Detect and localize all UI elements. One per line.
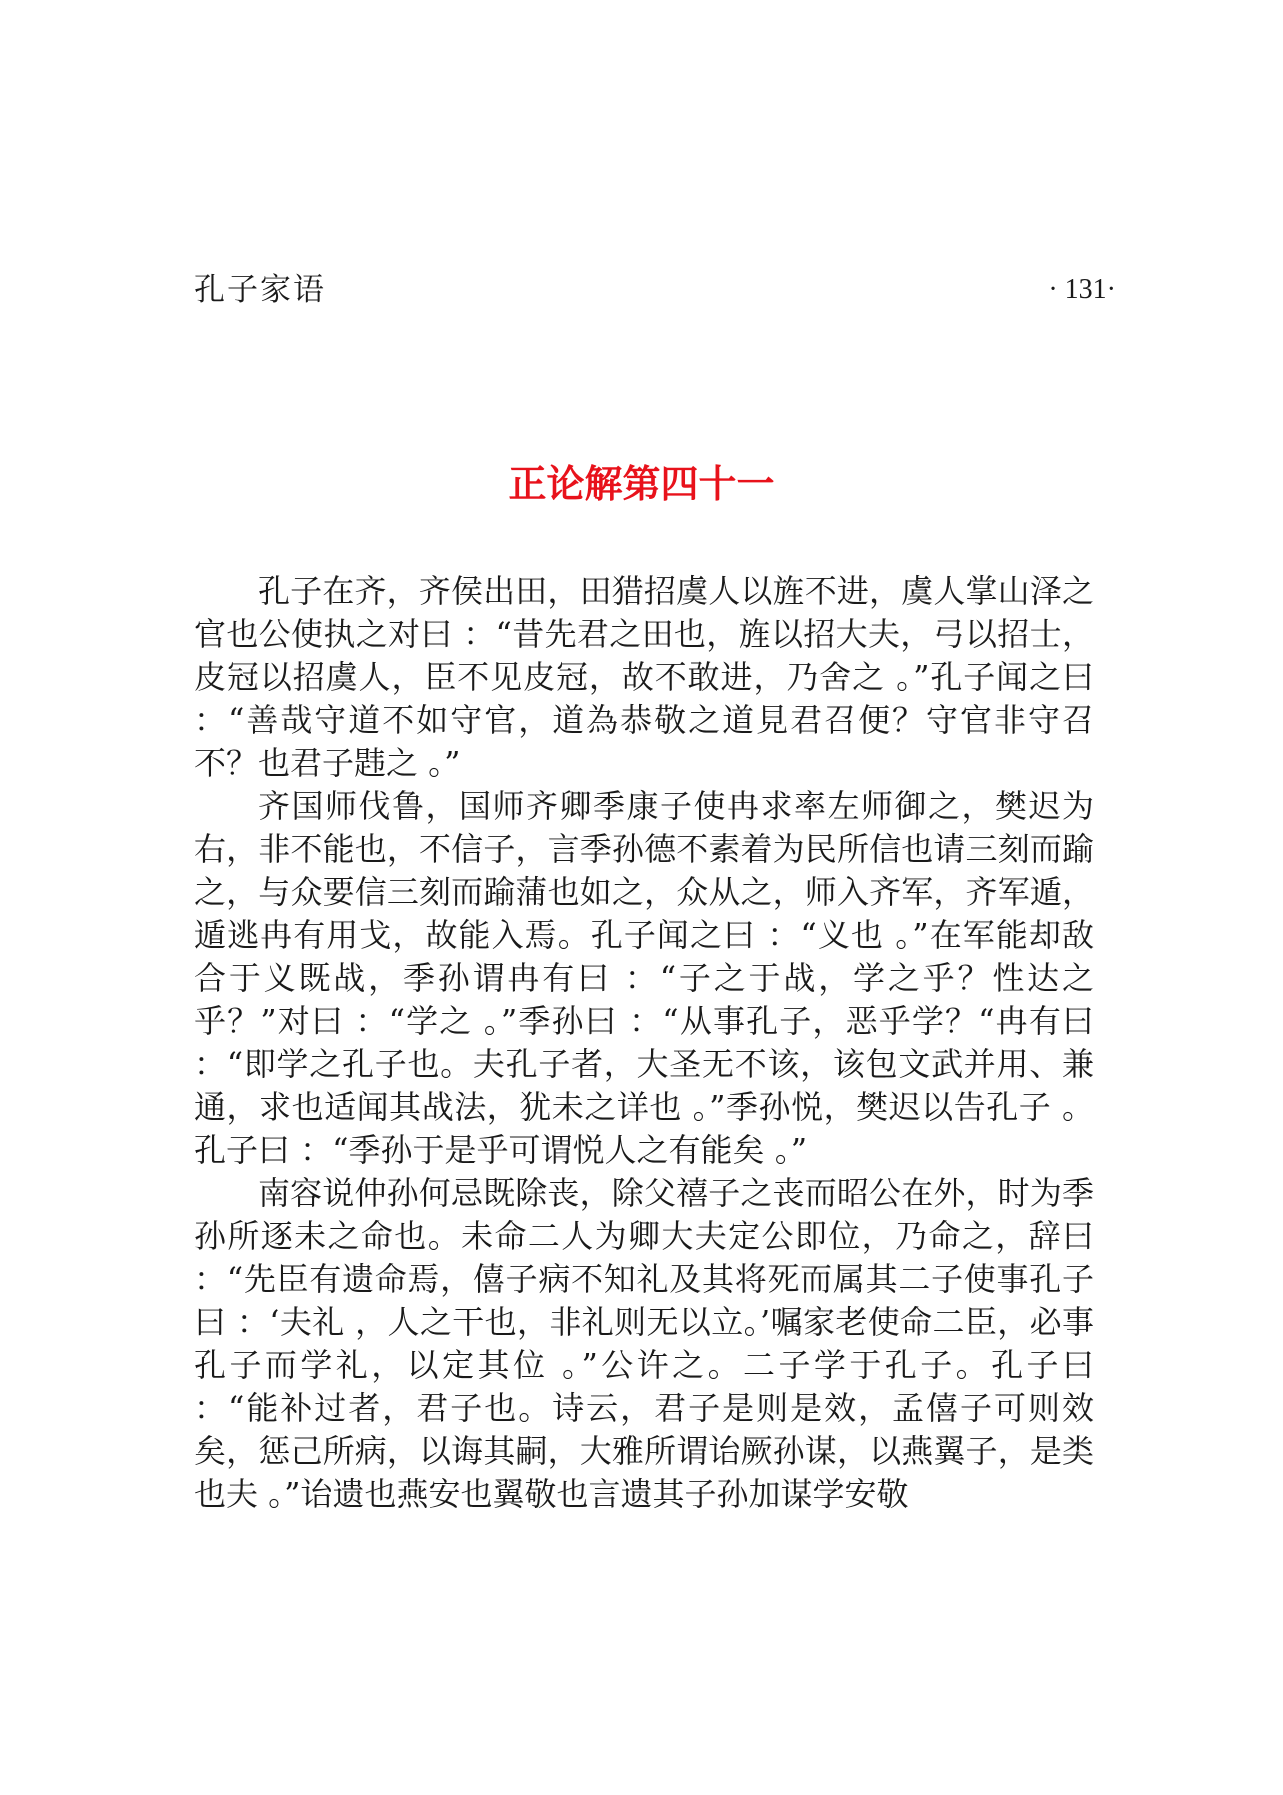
paragraph-1: 孔子在齐，齐侯出田，田猎招虞人以旌不进，虞人掌山泽之官也公使执之对曰 ：“昔先君之田也，旌以招大夫，弓以招士，皮冠以招虞人，臣不见皮冠，故不敢进，乃舍之 。”孔子闻之曰 ：“善哉守道不如守官，道為恭敬之道見君召便？守官非守召不？也君子韪之 。” <box>194 572 1094 782</box>
running-title: 孔子家语 <box>194 272 326 308</box>
paragraph-2: 齐国师伐鲁，国师齐卿季康子使冉求率左师御之，樊迟为右，非不能也，不信子，言季孙德不素着为民所信也请三刻而踰之，与众要信三刻而踰蒲也如之，众从之，师入齐军，齐军遁，遁逃冉有用戈，故能入焉。孔子闻之曰 ：“义也 。”在军能却敌合于义既战，季孙谓冉有曰 ：“子之于战，学之乎？性达之乎？”对曰 ：“学之 。”季孙曰 ：“从事孔子，恶乎学？“冉有曰 ：“即学之孔子也。夫孔子者，大圣无不该，该包文武并用、兼通，求也适闻其战法，犹未之详也 。”季孙悦，樊迟以告孔子 。孔子曰 ：“季孙于是乎可谓悦人之有能矣 。” <box>194 787 1094 1169</box>
page-number: · 131· <box>1048 274 1116 305</box>
paragraph-3: 南容说仲孙何忌既除丧，除父禧子之丧而昭公在外，时为季孙所逐未之命也。未命二人为卿大夫定公即位，乃命之，辞曰 ：“先臣有遗命焉，僖子病不知礼及其将死而属其二子使事孔子曰 ：‘夫礼 ，人之干也，非礼则无以立。’嘱家老使命二臣，必事孔子而学礼，以定其位 。”公许之。二子学于孔子。孔子曰 ：“能补过者，君子也。诗云，君子是则是效，孟僖子可则效矣，惩己所病，以诲其嗣，大雅所谓诒厥孙谋，以燕翼子，是类也夫 。”诒遗也燕安也翼敬也言遗其子孙加谋学安敬 <box>194 1174 1094 1513</box>
body-text <box>194 570 1094 1516</box>
chapter-title: 正论解第四十一 <box>508 462 775 506</box>
page-header <box>194 268 1116 312</box>
